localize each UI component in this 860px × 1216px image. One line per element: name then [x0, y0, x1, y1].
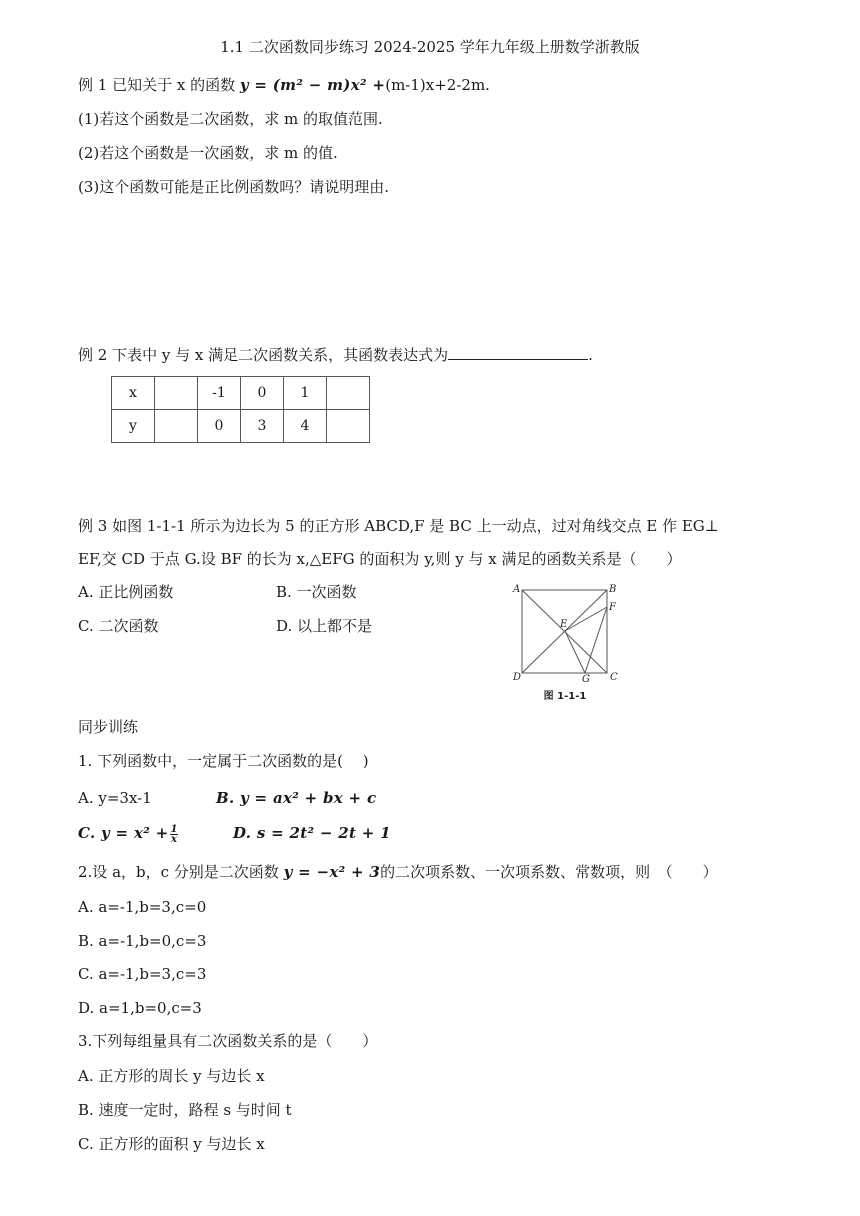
- square-figure: [510, 581, 620, 706]
- practice-q3-stem: 3.下列每组量具有二次函数关系的是（ ）: [78, 1032, 378, 1050]
- practice-q3-option-a[interactable]: A. 正方形的周长 y 与边长 x: [78, 1067, 265, 1085]
- table-cell: 0: [241, 377, 284, 410]
- practice-q2-option-d[interactable]: D. a=1,b=0,c=3: [78, 999, 202, 1017]
- table-cell: x: [112, 377, 155, 410]
- table-row-y: [112, 410, 370, 443]
- table-cell: 4: [284, 410, 327, 443]
- practice-q1-option-c-formula: C. y = x² +: [78, 824, 169, 842]
- practice-q2-formula: y = −x² + 3: [283, 863, 381, 881]
- table-cell: 1: [284, 377, 327, 410]
- example-2-period: .: [588, 346, 593, 364]
- figure-caption: 图 1-1-1: [543, 691, 587, 702]
- table-row-x: [112, 377, 370, 410]
- label-b: B: [609, 584, 617, 595]
- label-f: F: [609, 602, 616, 613]
- practice-q1-option-c[interactable]: [78, 823, 180, 844]
- table-cell: y: [112, 410, 155, 443]
- example-3-line-2: EF,交 CD 于点 G.设 BF 的长为 x,△EFG 的面积为 y,则 y 与 x 满足的函数关系是（ ）: [78, 550, 682, 568]
- example-3-line-1: 例 3 如图 1-1-1 所示为边长为 5 的正方形 ABCD,F 是 BC 上一动点，过对角线交点 E 作 EG⊥: [78, 517, 719, 535]
- label-c: C: [610, 672, 618, 683]
- example-1-formula-main: y = (m² − m)x² +: [239, 76, 386, 94]
- practice-q1-option-d[interactable]: D. s = 2t² − 2t + 1: [233, 824, 391, 842]
- example-2-text: 例 2 下表中 y 与 x 满足二次函数关系，其函数表达式为: [78, 346, 449, 364]
- table-cell: [155, 377, 198, 410]
- example-3-option-c[interactable]: C. 二次函数: [78, 617, 159, 635]
- fraction-denominator: x: [170, 833, 178, 845]
- example-1-question-1: (1)若这个函数是二次函数，求 m 的取值范围.: [78, 110, 383, 128]
- example-3-option-a[interactable]: A. 正比例函数: [78, 583, 174, 601]
- practice-q3-option-b[interactable]: B. 速度一定时，路程 s 与时间 t: [78, 1101, 292, 1119]
- example-3-option-b[interactable]: B. 一次函数: [276, 583, 357, 601]
- answer-blank[interactable]: [448, 344, 588, 360]
- practice-q1-option-a[interactable]: A. y=3x-1: [78, 789, 152, 807]
- fraction-numerator: 1: [170, 823, 178, 835]
- practice-q2-option-c[interactable]: C. a=-1,b=3,c=3: [78, 965, 207, 983]
- practice-q1-stem: 1. 下列函数中，一定属于二次函数的是( ): [78, 752, 369, 770]
- practice-q2-option-b[interactable]: B. a=-1,b=0,c=3: [78, 932, 207, 950]
- example-1-question-3: (3)这个函数可能是正比例函数吗？请说明理由.: [78, 178, 390, 196]
- practice-q2-stem: [78, 862, 718, 882]
- practice-q2-stem-pre: 2.设 a，b，c 分别是二次函数: [78, 863, 279, 881]
- practice-q2-option-a[interactable]: A. a=-1,b=3,c=0: [78, 898, 207, 916]
- label-g: G: [582, 674, 590, 685]
- label-e: E: [560, 619, 568, 630]
- example-1-intro: 例 1 已知关于 x 的函数: [78, 76, 236, 94]
- practice-q3-option-c[interactable]: C. 正方形的面积 y 与边长 x: [78, 1135, 265, 1153]
- practice-q2-stem-post: 的二次项系数、一次项系数、常数项，则 （ ）: [380, 863, 718, 881]
- table-cell: 3: [241, 410, 284, 443]
- example-1-formula-tail: (m-1)x+2-2m.: [385, 76, 490, 94]
- example-1-statement: [78, 75, 490, 95]
- label-a: A: [513, 584, 521, 595]
- example-3-option-d[interactable]: D. 以上都不是: [276, 617, 373, 635]
- example-1-question-2: (2)若这个函数是一次函数，求 m 的值.: [78, 144, 338, 162]
- table-cell: [327, 410, 370, 443]
- label-d: D: [513, 672, 522, 683]
- segment-fg: [585, 607, 607, 673]
- table-cell: 0: [198, 410, 241, 443]
- table-cell: [327, 377, 370, 410]
- practice-q1-option-b[interactable]: B. y = ax² + bx + c: [216, 789, 377, 807]
- segment-eg: [565, 631, 585, 673]
- example-2-statement: [78, 344, 593, 365]
- table-cell: [155, 410, 198, 443]
- document-title: 1.1 二次函数同步练习 2024-2025 学年九年级上册数学浙教版: [220, 38, 640, 56]
- value-table: [111, 376, 370, 443]
- table-cell: -1: [198, 377, 241, 410]
- fraction-one-over-x: [170, 825, 177, 844]
- practice-heading: 同步训练: [78, 718, 139, 736]
